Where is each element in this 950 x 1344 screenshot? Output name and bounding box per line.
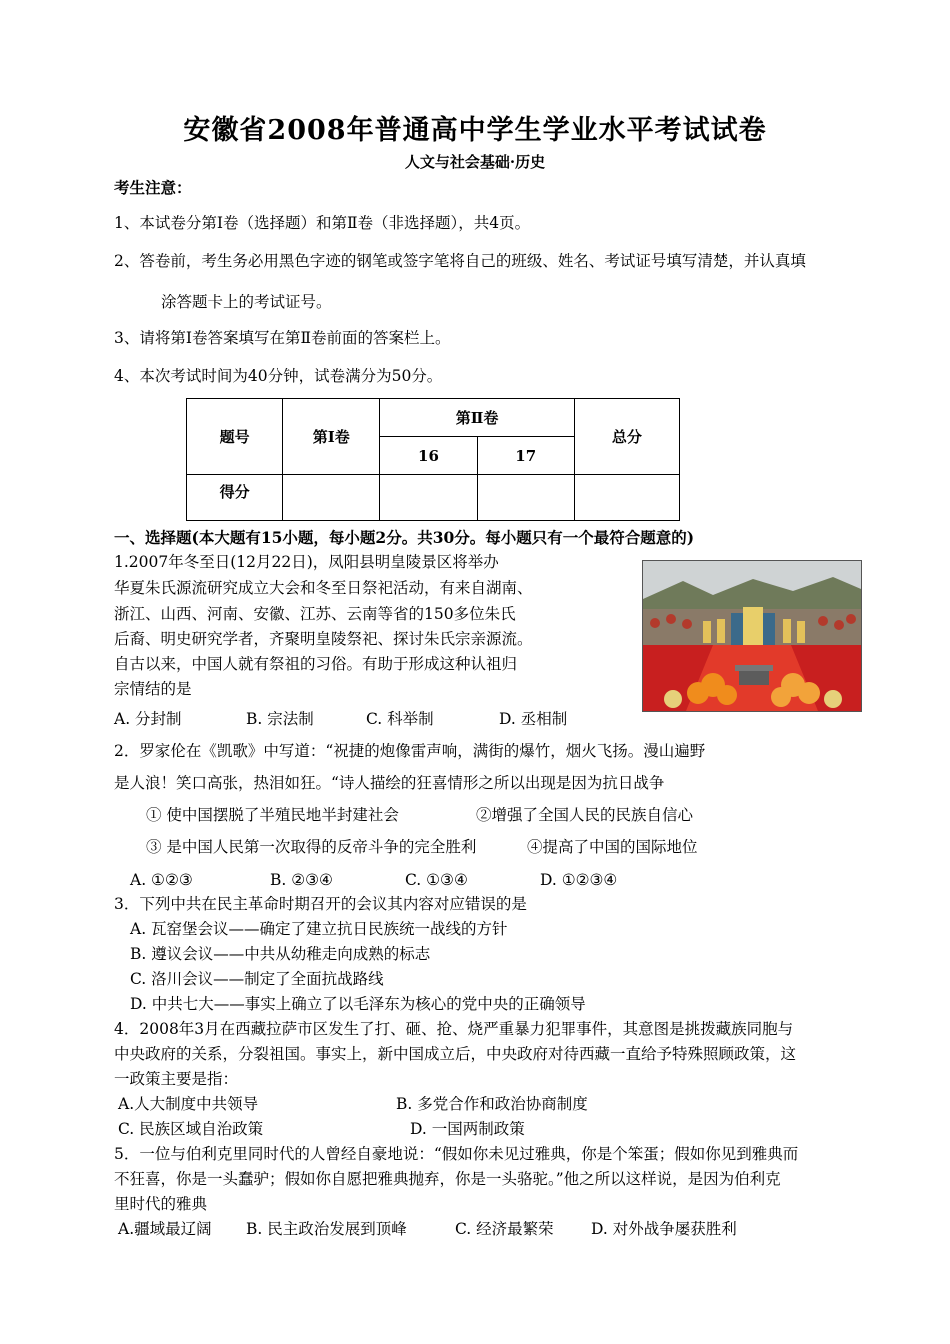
- notice-item-3: 3、请将第Ⅰ卷答案填写在第Ⅱ卷前面的答案栏上。: [114, 329, 451, 347]
- q1-line-6: 宗情结的是: [114, 680, 192, 698]
- q2-statement-4: ④提高了中国的国际地位: [527, 838, 698, 856]
- q1-line-4: 后裔、明史研究学者，齐聚明皇陵祭祀、探讨朱氏宗亲源流。: [114, 630, 533, 648]
- q5-option-d: D. 对外战争屡获胜利: [591, 1220, 737, 1238]
- q2-statement-3: ③ 是中国人民第一次取得的反帝斗争的完全胜利: [146, 838, 477, 856]
- q3-option-b: B. 遵议会议——中共从幼稚走向成熟的标志: [130, 945, 431, 963]
- score-cell-part1: [283, 475, 380, 521]
- q1-line-2: 华夏朱氏源流研究成立大会和冬至日祭祀活动，有来自湖南、: [114, 579, 533, 597]
- q4-line-3: 一政策主要是指：: [114, 1070, 239, 1088]
- q5-line-1: 5．一位与伯利克里同时代的人曾经自豪地说：“假如你未见过雅典，你是个笨蛋；假如你见到雅典而: [114, 1145, 799, 1163]
- q4-option-b: B. 多党合作和政治协商制度: [396, 1095, 588, 1113]
- score-table-header-question-no: 题号: [187, 399, 283, 475]
- score-cell-q17: [477, 475, 574, 521]
- score-table-header-part1: 第Ⅰ卷: [283, 399, 380, 475]
- q1-line-5: 自古以来，中国人就有祭祖的习俗。有助于形成这种认祖归: [114, 655, 518, 673]
- exam-subtitle: 人文与社会基础·历史: [404, 153, 546, 171]
- exam-title: 安徽省2008年普通高中学生学业水平考试试卷: [183, 115, 767, 146]
- q2-statement-2: ②增强了全国人民的民族自信心: [476, 806, 694, 824]
- section-heading: 一、选择题(本大题有15小题，每小题2分。共30分。每小题只有一个最符合题意的): [114, 528, 695, 547]
- q4-line-1: 4．2008年3月在西藏拉萨市区发生了打、砸、抢、烧严重暴力犯罪事件，其意图是挑拨藏族同胞与: [114, 1020, 794, 1038]
- q3-option-d: D. 中共七大——事实上确立了以毛泽东为核心的党中央的正确领导: [130, 995, 586, 1013]
- score-table-header-part2: 第Ⅱ卷: [380, 399, 574, 437]
- score-table: [186, 398, 680, 521]
- q2-option-a: A. ①②③: [130, 871, 193, 889]
- ceremony-photo: [642, 560, 862, 712]
- q2-option-b: B. ②③④: [270, 871, 333, 889]
- q1-option-c: C. 科举制: [366, 710, 434, 728]
- q5-option-a: A.疆域最辽阔: [118, 1220, 212, 1238]
- q2-line-1: 2．罗家伦在《凯歌》中写道：“祝捷的炮像雷声响，满街的爆竹，烟火飞扬。漫山遍野: [114, 742, 706, 760]
- notice-item-1: 1、本试卷分第Ⅰ卷（选择题）和第Ⅱ卷（非选择题），共4页。: [114, 214, 531, 232]
- q2-option-c: C. ①③④: [405, 871, 468, 889]
- q5-line-3: 里时代的雅典: [114, 1195, 208, 1213]
- score-cell-q16: [380, 475, 477, 521]
- q4-option-c: C. 民族区域自治政策: [118, 1120, 264, 1138]
- notice-heading: 考生注意：: [114, 178, 192, 197]
- q1-line-1: 1.2007年冬至日(12月22日)，凤阳县明皇陵景区将举办: [114, 553, 499, 571]
- score-table-header-q16: 16: [380, 437, 477, 475]
- notice-item-2: 2、答卷前，考生务必用黑色字迹的钢笔或签字笔将自己的班级、姓名、考试证号填写清楚，并认真填: [114, 252, 806, 270]
- q3-stem: 3．下列中共在民主革命时期召开的会议其内容对应错误的是: [114, 895, 527, 913]
- q5-option-b: B. 民主政治发展到顶峰: [246, 1220, 407, 1238]
- q4-line-2: 中央政府的关系，分裂祖国。事实上，新中国成立后，中央政府对待西藏一直给予特殊照顾政策，这: [114, 1045, 797, 1063]
- q3-option-c: C. 洛川会议——制定了全面抗战路线: [130, 970, 384, 988]
- score-cell-total: [574, 475, 679, 521]
- notice-item-2-cont: 涂答题卡上的考试证号。: [161, 293, 332, 311]
- q4-option-d: D. 一国两制政策: [410, 1120, 525, 1138]
- score-table-row-score: 得分: [187, 475, 283, 521]
- notice-item-4: 4、本次考试时间为40分钟，试卷满分为50分。: [114, 367, 443, 385]
- q1-line-3: 浙江、山西、河南、安徽、江苏、云南等省的150多位朱氏: [114, 605, 516, 623]
- q2-line-2: 是人浪！笑口高张，热泪如狂。“诗人描绘的狂喜情形之所以出现是因为抗日战争: [114, 774, 665, 792]
- q2-option-d: D. ①②③④: [540, 871, 618, 889]
- q1-option-d: D. 丞相制: [499, 710, 568, 728]
- q1-option-b: B. 宗法制: [246, 710, 314, 728]
- q1-option-a: A. 分封制: [114, 710, 182, 728]
- q2-statement-1: ① 使中国摆脱了半殖民地半封建社会: [146, 806, 399, 824]
- q4-option-a: A.人大制度中共领导: [118, 1095, 259, 1113]
- q5-line-2: 不狂喜，你是一头蠢驴；假如你自愿把雅典抛弃，你是一头骆驼。”他之所以这样说，是因为伯利克: [114, 1170, 781, 1188]
- q3-option-a: A. 瓦窑堡会议——确定了建立抗日民族统一战线的方针: [130, 920, 508, 938]
- score-table-header-total: 总分: [574, 399, 679, 475]
- q5-option-c: C. 经济最繁荣: [455, 1220, 554, 1238]
- score-table-header-q17: 17: [477, 437, 574, 475]
